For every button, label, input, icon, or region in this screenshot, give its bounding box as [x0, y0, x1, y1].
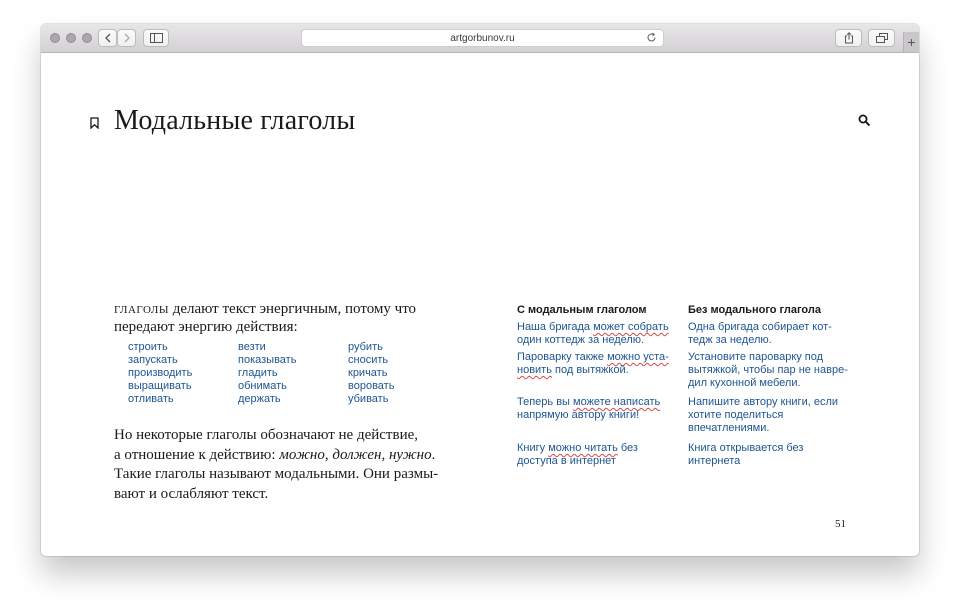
with-modal-example-2 [517, 351, 669, 377]
page-number: 51 [835, 518, 846, 530]
sidebar-icon [150, 33, 163, 43]
intro-line1: делают текст энергичным, потому что [168, 301, 417, 317]
verb-item: рубить [348, 341, 383, 353]
second-para-line4: вают и ослабляют текст. [114, 485, 269, 502]
example-text: Напишите автору книги, если [688, 396, 839, 408]
intro-caps-word: глаголы [114, 301, 169, 317]
forward-button[interactable] [117, 29, 136, 47]
without-modal-example-4 [688, 442, 803, 468]
modal-highlight: можете написать [573, 396, 661, 408]
with-modal-example-4 [517, 442, 638, 468]
without-modal-heading: Без модального глагола [688, 304, 821, 316]
second-para-line2: а отношение к действию: [114, 446, 280, 463]
close-window-button[interactable] [50, 33, 60, 43]
modal-highlight: может собрать [593, 321, 669, 333]
example-text: Теперь вы [517, 396, 574, 408]
with-modal-heading: С модальным глаголом [517, 304, 647, 316]
verb-item: отливать [128, 393, 174, 405]
verbs-column-1 [128, 341, 238, 406]
chevron-right-icon [123, 33, 131, 43]
with-modal-example-1 [517, 321, 669, 347]
example-text: без [617, 442, 638, 454]
new-tab-button[interactable] [903, 32, 919, 52]
example-text: тедж за неделю. [688, 334, 772, 346]
second-paragraph [114, 426, 474, 504]
bookmark-button[interactable] [90, 116, 99, 134]
example-text: Установите пароварку под [688, 351, 824, 363]
example-text: Книгу [517, 442, 549, 454]
example-text: впечатлениями. [688, 422, 770, 434]
without-modal-column [688, 304, 858, 467]
page-title: Модальные глаголы [114, 105, 356, 136]
second-para-line3: Такие глаголы называют модальными. Они размы- [114, 466, 439, 482]
example-text: хотите поделиться [688, 409, 784, 421]
verb-item: держать [238, 393, 281, 405]
verb-item: строить [128, 341, 168, 353]
example-text: один коттедж за неделю. [517, 334, 645, 346]
second-para-line1: Но некоторые глаголы обозначают не действие, [114, 427, 419, 443]
verbs-column-3 [348, 341, 458, 406]
verb-item: кричать [348, 367, 388, 379]
tabs-overview-button[interactable] [868, 29, 895, 47]
example-text: Книга открывается без [688, 442, 804, 454]
address-bar[interactable] [301, 29, 664, 47]
without-modal-example-3 [688, 396, 838, 435]
with-modal-column [517, 304, 687, 467]
verb-item: сносить [348, 354, 389, 366]
intro-paragraph [114, 300, 474, 336]
verb-item: выращивать [128, 380, 192, 392]
sidebar-button[interactable] [143, 29, 169, 47]
url-text: artgorbunov.ru [450, 32, 515, 44]
verb-item: обнимать [238, 380, 287, 392]
without-modal-example-1 [688, 321, 832, 347]
modal-highlight: новить [517, 364, 552, 376]
browser-toolbar [41, 24, 919, 53]
example-text: Одна бригада собирает кот- [688, 321, 832, 333]
verb-item: убивать [348, 393, 389, 405]
minimize-window-button[interactable] [66, 33, 76, 43]
verb-item: запускать [128, 354, 178, 366]
verb-item: показывать [238, 354, 297, 366]
tabs-icon [876, 33, 888, 43]
without-modal-example-2 [688, 351, 848, 390]
example-text: интернета [688, 455, 741, 467]
verb-item: воровать [348, 380, 395, 392]
search-icon [858, 114, 871, 127]
example-text: напрямую автору книги! [517, 409, 640, 421]
page-content [41, 53, 919, 556]
plus-icon: + [907, 34, 916, 50]
modal-highlight: можно уста- [607, 351, 669, 363]
reload-icon [646, 32, 657, 43]
share-button[interactable] [835, 29, 862, 47]
modal-highlight: можно читать [548, 442, 618, 454]
modal-examples: можно, должен, нужно [279, 446, 432, 463]
second-para-dot: . [431, 446, 436, 463]
share-icon [844, 32, 854, 44]
example-text: дил кухонной мебели. [688, 377, 801, 389]
verb-item: везти [238, 341, 266, 353]
verbs-column-2 [238, 341, 348, 406]
example-text: Пароварку также [517, 351, 608, 363]
example-text: под вытяжкой. [551, 364, 629, 376]
bookmark-icon [90, 117, 99, 129]
verb-item: производить [128, 367, 193, 379]
verb-item: гладить [238, 367, 278, 379]
back-button[interactable] [98, 29, 117, 47]
zoom-window-button[interactable] [82, 33, 92, 43]
search-button[interactable] [858, 114, 871, 132]
chevron-left-icon [104, 33, 112, 43]
example-text: доступа в интернет [517, 455, 616, 467]
reload-button[interactable] [646, 32, 657, 46]
intro-line2: передают энергию действия: [114, 319, 298, 335]
with-modal-example-3 [517, 396, 660, 422]
browser-window [41, 24, 919, 556]
example-text: вытяжкой, чтобы пар не навре- [688, 364, 848, 376]
example-text: Наша бригада [517, 321, 594, 333]
